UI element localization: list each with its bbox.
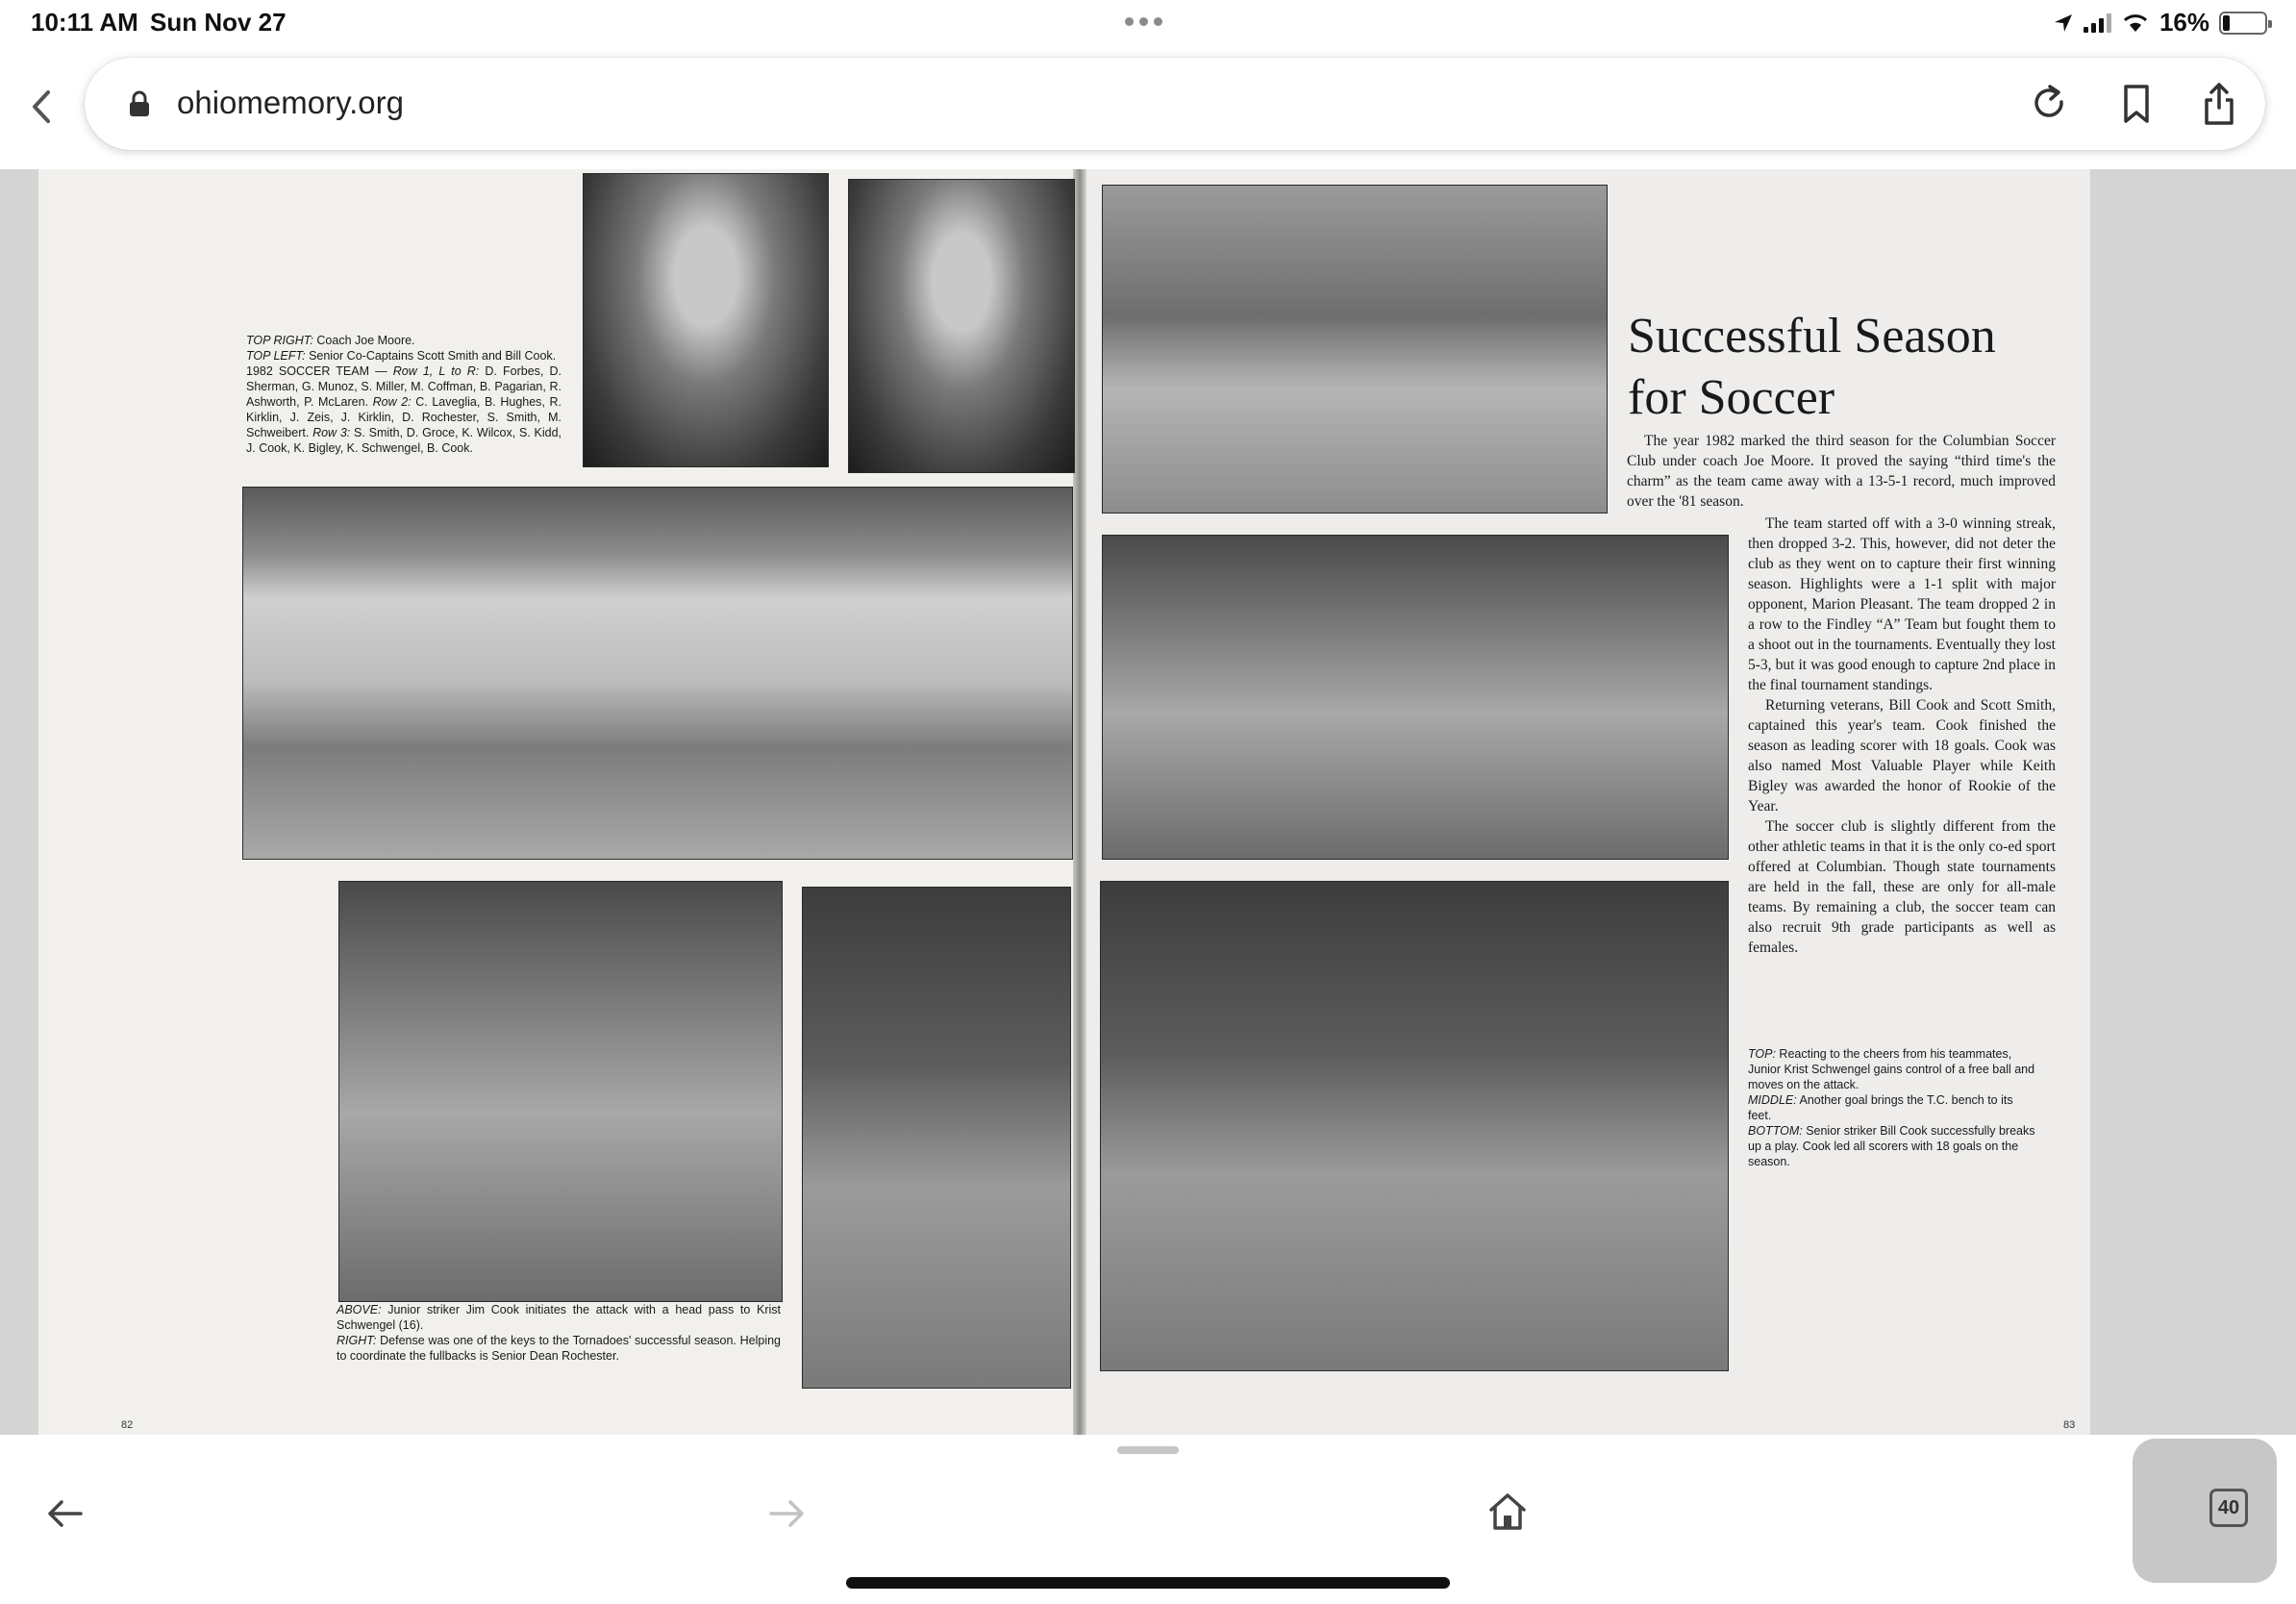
battery-icon [2219,12,2267,35]
caption-text: Reacting to the cheers from his teammates, Junior Krist Schwengel gains control of a free ball and moves on the attack. [1748,1047,2035,1091]
coach-portrait-photo [583,173,829,467]
status-time: 10:11 AM [31,8,138,37]
status-date: Sun Nov 27 [150,8,287,37]
forward-arrow-icon[interactable] [763,1491,810,1537]
caption-text: 1982 SOCCER TEAM — [246,364,393,378]
article-paragraph [1627,431,2056,512]
caption-text: C. Laveglia, B. Hughes, R. Kirklin, J. Zeis, J. Kirklin, D. Rochester, S. Smith, M. Schweibert. [246,395,562,439]
share-icon[interactable] [2196,81,2242,127]
caption-text: Coach Joe Moore. [312,334,415,347]
caption-label: Row 2: [372,395,412,409]
article-column [1748,514,2056,958]
caption-text: Senior Co-Captains Scott Smith and Bill Cook. [305,349,557,363]
address-bar[interactable] [85,58,2265,150]
tabs-icon[interactable] [2209,1489,2248,1527]
caption-label: Row 1, L to R: [392,364,480,378]
defense-photo [802,887,1071,1389]
location-icon [2053,13,2074,34]
caption-label: RIGHT: [337,1334,377,1347]
status-indicators [2053,8,2267,38]
co-captains-photo [848,179,1075,473]
book-gutter [1073,169,1086,1435]
browser-bottom-toolbar [0,1435,2296,1604]
caption-text: S. Smith, D. Groce, K. Wilcox, S. Kidd, J. Cook, K. Bigley, K. Schwengel, B. Cook. [246,426,562,455]
home-icon[interactable] [1485,1489,1531,1535]
paragraph-text: Returning veterans, Bill Cook and Scott Smith, captained this year's team. Cook finished the season as leading scorer with 18 goals. Cook was also named Most Valuable Player while Keith Bigley was awarded the honor of Rookie of the Year. [1748,697,2056,815]
caption-text: Senior striker Bill Cook successfully breaks up a play. Cook led all scorers with 18 goals on the season. [1748,1124,2035,1168]
back-chevron-icon[interactable] [23,83,62,131]
caption-text: D. Forbes, D. Sherman, G. Munoz, S. Miller, M. Coffman, B. Pagarian, R. Ashworth, P. McLaren. [246,364,562,409]
paragraph-text: The soccer club is slightly different from the other athletic teams in that it is the only co-ed sport offered at Columbian. Though state tournaments are held in the fall, these are only for all-male teams. By remaining a club, the soccer team can also recruit 9th grade participants as well as females. [1748,818,2056,956]
caption-label: BOTTOM: [1748,1124,1803,1138]
caption-text: Junior striker Jim Cook initiates the attack with a head pass to Krist Schwengel (16). [337,1303,781,1332]
battery-percent: 16% [2159,8,2209,37]
article-title: Successful Season [1628,309,1996,363]
url-text[interactable]: ohiomemory.org [177,85,404,120]
caption-label: TOP RIGHT: [246,334,313,347]
caption-label: ABOVE: [337,1303,382,1316]
caption-label: TOP: [1748,1047,1776,1061]
home-indicator[interactable] [846,1577,1450,1589]
caption-top-left [246,333,562,456]
page-number-left: 82 [121,1419,134,1431]
article-title: for Soccer [1628,370,1835,425]
back-arrow-icon[interactable] [42,1491,88,1537]
team-photo [242,487,1073,860]
cellular-signal-icon [2084,13,2111,33]
lock-icon [129,90,150,117]
caption-bottom-left [337,1302,781,1364]
paragraph-text: The team started off with a 3-0 winning streak, then dropped 3-2. This, however, did not deter the club as they went on to capture their first winning season. Highlights were a 1-1 split with major opponent, Marion Pleasant. The team dropped 2 in a row to the Findley “A” Team but fought them to a shoot out in the tournaments. Eventually they lost 5-3, but it was good enough to capture 2nd place in the final tournament standings. [1748,515,2056,693]
caption-text: Another goal brings the T.C. bench to its feet. [1748,1093,2013,1122]
multitasking-dots-icon[interactable] [1125,17,1162,26]
paragraph-text: The year 1982 marked the third season for the Columbian Soccer Club under coach Joe Moore. It proved the saying “third time's the charm” as the team came away with a 13-5-1 record, much improved over the '81 season. [1627,433,2056,510]
free-ball-photo [1102,185,1608,514]
wifi-icon [2121,13,2150,34]
browser-top-bar [0,46,2296,169]
tab-count: 40 [2217,1496,2240,1518]
bookmark-icon[interactable] [2113,81,2159,127]
drag-handle[interactable] [1117,1446,1179,1454]
caption-label: MIDDLE: [1748,1093,1797,1107]
slide-tackle-photo [1100,881,1729,1371]
status-bar [0,0,2296,46]
caption-label: Row 3: [312,426,351,439]
page-number-right: 83 [2063,1419,2076,1431]
bench-celebration-photo [1102,535,1729,860]
head-pass-photo [338,881,783,1302]
caption-label: TOP LEFT: [246,349,306,363]
reload-icon[interactable] [2027,81,2073,127]
caption-right [1748,1046,2036,1169]
tabs-button[interactable] [2133,1439,2277,1583]
caption-text: Defense was one of the keys to the Tornadoes' successful season. Helping to coordinate the fullbacks is Senior Dean Rochester. [337,1334,781,1363]
